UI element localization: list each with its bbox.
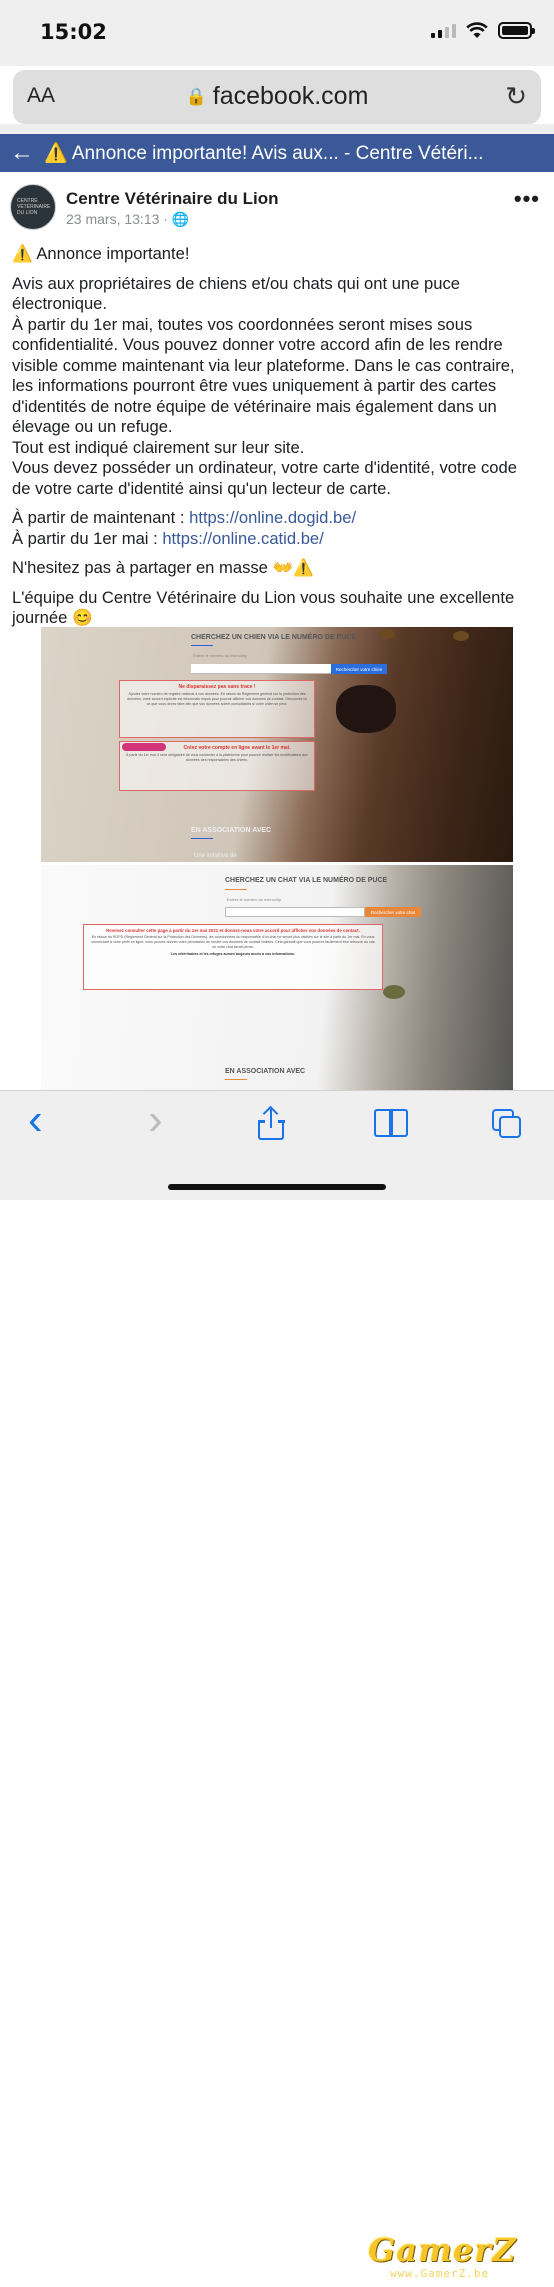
dog-account-box — [119, 741, 315, 791]
cat-notice-text: En raison du RGPD (Règlement Général sur la Protection des Données), les coordonnées du responsable d'un chat ne seront plus visibles sur le site à partir du 1er mai. En vous connectant à votre profil en ligne, vous pouvez donner votre permission de rendre vos données de contact visibles. Cela garantit que vous pourrez facilement être retrouvé au cas où votre chat serait perdu. — [91, 935, 375, 949]
cat-notice-footer: Les vétérinaires et les refuges auront toujours accès à vos informations. — [170, 952, 296, 956]
text-size-button[interactable]: AA — [27, 84, 56, 107]
status-time: 15:02 — [40, 20, 107, 44]
association-underline — [191, 838, 213, 839]
links-block — [12, 508, 540, 549]
dog-account-text: À partir du 1er mai, il sera obligatoire de vous connecter à la plateforme pour pouvoir réaliser les modifications aux données des responsables des chiens. — [126, 753, 308, 762]
heading-underline — [191, 645, 213, 646]
dog-chip-input — [191, 664, 331, 674]
dog-account-title: Créez votre compte en ligne avant le 1er mai. — [183, 745, 291, 751]
dog-eye — [379, 629, 395, 639]
dog-nose — [336, 685, 396, 733]
dogid-screenshot-image[interactable] — [41, 627, 513, 862]
post-author[interactable]: Centre Vétérinaire du Lion — [66, 189, 279, 208]
url-display[interactable] — [13, 82, 541, 111]
status-bar — [0, 0, 554, 66]
tabs-button[interactable] — [492, 1109, 522, 1139]
catid-screenshot-image[interactable] — [41, 865, 513, 1090]
dog-notice-title: Ne disparaissez pas sans trace ! — [178, 684, 256, 690]
lock-icon: 🔒 — [185, 87, 207, 106]
cat-eye — [383, 985, 405, 999]
dog-search-heading: CHERCHEZ UN CHIEN VIA LE NUMÉRO DE PUCE — [191, 634, 357, 641]
cat-search-button: Rechercher votre chat — [365, 907, 421, 917]
share-button[interactable] — [258, 1109, 284, 1139]
dog-link-label: À partir de maintenant : — [12, 508, 190, 527]
back-arrow-icon[interactable]: ← — [10, 139, 34, 166]
watermark-url: www.GamerZ.be — [390, 2267, 490, 2280]
dog-association-heading: EN ASSOCIATION AVEC — [191, 827, 272, 834]
post-headline: ⚠️ Annonce importante! — [12, 244, 190, 263]
cat-link-label: À partir du 1er mai : — [12, 528, 163, 548]
facebook-header — [0, 134, 554, 172]
gamerz-watermark — [368, 2231, 548, 2287]
cat-search-heading: CHERCHEZ UN CHAT VIA LE NUMÉRO DE PUCE — [225, 877, 388, 884]
cat-association-heading: EN ASSOCIATION AVEC — [225, 1068, 306, 1075]
heading-underline — [225, 889, 247, 890]
dog-initiative-text: Une initiative de — [194, 853, 237, 859]
battery-icon — [498, 22, 532, 39]
cat-notice-box — [83, 924, 383, 990]
address-bar[interactable] — [13, 70, 541, 124]
dog-eye — [453, 631, 469, 641]
share-text: N'hesitez pas à partager en masse 👐⚠️ — [12, 558, 314, 577]
closing-text: L'équipe du Centre Vétérinaire du Lion vous souhaite une excellente journée 😊 — [12, 587, 515, 627]
more-options-icon[interactable]: ••• — [513, 186, 540, 211]
url-text: facebook.com — [212, 82, 369, 110]
cat-chip-input — [225, 907, 365, 917]
status-icons — [431, 22, 532, 39]
facebook-post — [0, 172, 554, 1090]
share-icon — [258, 1109, 284, 1139]
highlight-marker — [122, 743, 166, 751]
watermark-logo-text: GamerZ — [368, 2231, 517, 2269]
wifi-icon — [466, 23, 488, 39]
dog-notice-box — [119, 680, 315, 738]
cat-notice-title: Revenez consulter cette page à partir du 1er mai 2021 et donnez-nous votre accord pour afficher vos données de contact. — [106, 928, 360, 933]
reload-icon[interactable]: ↻ — [505, 81, 527, 111]
association-underline — [225, 1079, 247, 1080]
home-indicator — [168, 1184, 386, 1190]
post-paragraph: Avis aux propriétaires de chiens et/ou chats qui ont une puce électronique. À partir du 1er mai, toutes vos coordonnées seront mises sous confidentialité. Vous pouvez donner votre accord afin de les rendre visible comme maintenant via leur plateforme. Dans le cas contraire, les informations pourront être vues uniquement à partir des cartes d'identités de notre équipe de vétérinaire mais également dans un élevage ou un refuge. Tout est indiqué clairement sur leur site. Vous devez posséder un ordinateur, votre carte d'identité, votre code de votre carte d'identité ainsi qu'un lecteur de carte. — [12, 273, 517, 498]
dog-field-label: Entrez le numéro du microchip — [193, 653, 248, 658]
back-button[interactable]: ‹ — [28, 1095, 43, 1144]
cat-field-label: Entrez le numéro du microchip — [227, 897, 282, 902]
cellular-signal-icon — [431, 23, 456, 38]
page-title: ⚠️ Annonce importante! Avis aux... - Centre Vétéri... — [44, 143, 484, 164]
avatar-logo-text: CENTRE VÉTÉRINAIRE DU LION — [17, 198, 51, 216]
forward-button[interactable]: › — [148, 1095, 163, 1144]
bookmarks-button[interactable] — [374, 1109, 408, 1137]
avatar[interactable] — [10, 184, 56, 230]
post-body — [12, 244, 540, 638]
catid-link[interactable]: https://online.catid.be/ — [162, 528, 324, 548]
book-icon — [374, 1109, 408, 1137]
dog-notice-text: Ajoutez votre numéro de registre national à vos données. En raison du Règlement général sur la protection des données, votre accord explicite est désormais requis pour pouvoir afficher vos données de contact. Découvrez ici ce que vous devez faire afin que vos données soient consultables si votre chien se perd. — [127, 692, 307, 706]
tabs-icon — [492, 1109, 522, 1139]
dogid-link[interactable]: https://online.dogid.be/ — [189, 508, 357, 527]
post-timestamp[interactable]: 23 mars, 13:13 · 🌐 — [66, 211, 190, 227]
dog-search-button: Rechercher votre chien — [331, 664, 387, 674]
